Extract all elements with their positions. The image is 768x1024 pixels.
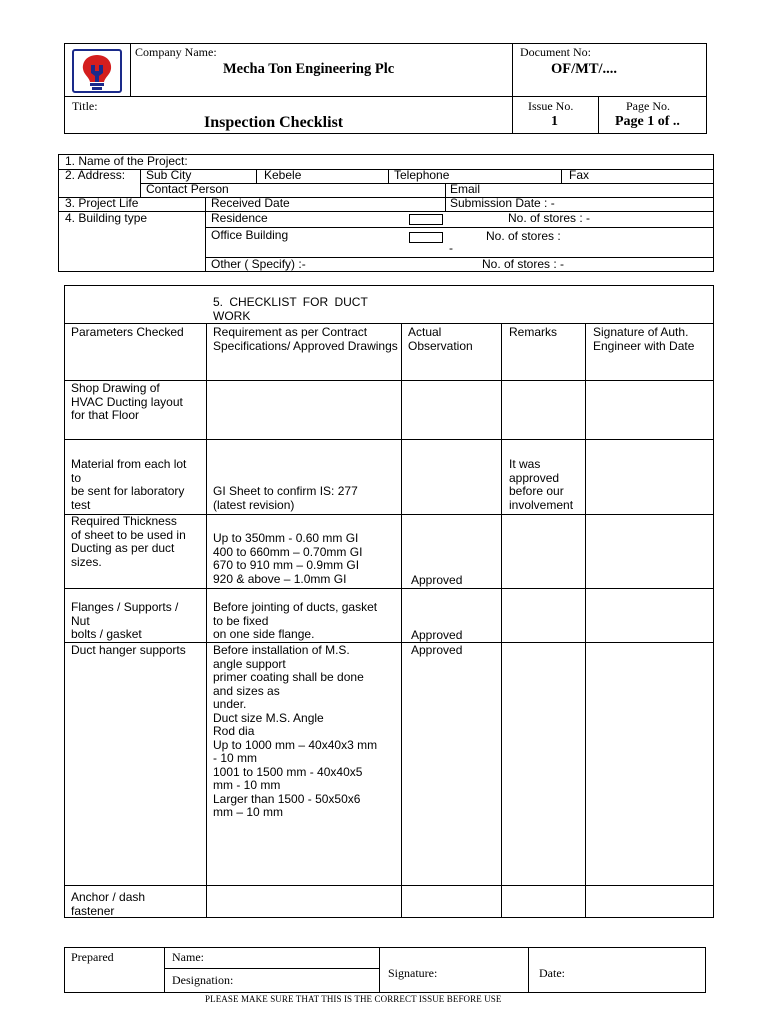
header-parameters: Parameters Checked [71, 325, 184, 339]
telephone-label: Telephone [394, 168, 450, 182]
submission-date-label: Submission Date : - [450, 196, 555, 210]
company-name: Mecha Ton Engineering Plc [223, 61, 395, 77]
row-6-parameter: Anchor / dash fastener [71, 890, 146, 918]
signature-field[interactable]: Signature: [388, 966, 438, 980]
received-date-label: Received Date [211, 196, 290, 210]
row-1-parameter: Shop Drawing of HVAC Ducting layout for that Floor [71, 381, 183, 422]
office-building-label: Office Building [211, 228, 289, 242]
row-2-parameter: Material from each lot to be sent for laboratory test [71, 457, 187, 512]
company-name-label: Company Name: [135, 45, 217, 59]
row-5-requirement: Before installation of M.S. angle support primer coating shall be done and sizes as under. Duct size M.S. Angle Rod dia Up to 1000 mm – 40x40x3 mm - 10 mm 1001 to 1500 mm - 40x40x5 mm - 10 mm Larger than 1500 - 50x50x6 mm – 10 mm [213, 643, 378, 819]
duct-work-checklist-table [64, 285, 714, 918]
issue-no-label: Issue No. [528, 99, 574, 113]
document-no-value: OF/MT/.... [551, 61, 618, 77]
header-signature: Signature of Auth. Engineer with Date [593, 325, 695, 353]
header-observation: Actual Observation [408, 325, 473, 353]
prepared-label: Prepared [71, 950, 114, 964]
residence-stores-label: No. of stores : - [508, 211, 591, 225]
header-remarks: Remarks [509, 325, 558, 339]
page-no-label: Page No. [626, 99, 670, 113]
row-3-parameter: Required Thickness of sheet to be used in Ducting as per duct sizes. [71, 514, 186, 569]
project-info-table [58, 154, 714, 272]
header-requirement: Requirement as per Contract Specifications/ Approved Drawings [213, 325, 398, 353]
company-logo-icon [72, 49, 122, 93]
correct-issue-notice: PLEASE MAKE SURE THAT THIS IS THE CORRECT ISSUE BEFORE USE [205, 994, 502, 1004]
address-label: 2. Address: [65, 168, 126, 182]
page-no-value: Page 1 of .. [615, 114, 680, 129]
email-label: Email [450, 182, 481, 196]
row-4-parameter: Flanges / Supports / Nut bolts / gasket [71, 600, 179, 641]
office-building-checkbox[interactable] [409, 232, 443, 243]
contact-person-label: Contact Person [146, 182, 229, 196]
approval-footer [64, 947, 706, 993]
residence-label: Residence [211, 211, 268, 225]
checklist-title: 5. CHECKLIST FOR DUCT WORK [213, 295, 368, 323]
row-2-requirement: GI Sheet to confirm IS: 277 (latest revision) [213, 484, 358, 512]
building-type-label: 4. Building type [65, 211, 148, 225]
sub-city-label: Sub City [146, 168, 192, 182]
row-4-observation: Approved [411, 628, 463, 642]
row-5-observation: Approved [411, 643, 463, 657]
document-title: Inspection Checklist [204, 114, 344, 131]
other-stores-label: No. of stores : - [482, 257, 565, 271]
office-stores-label: No. of stores : [486, 229, 561, 243]
document-no-label: Document No: [520, 45, 591, 59]
other-specify-label: Other ( Specify) :- [211, 257, 306, 271]
designation-field[interactable]: Designation: [172, 973, 234, 987]
project-life-label: 3. Project Life [65, 196, 139, 210]
kebele-label: Kebele [264, 168, 302, 182]
name-field[interactable]: Name: [172, 950, 204, 964]
office-stores-dash: - [449, 241, 453, 255]
row-5-parameter: Duct hanger supports [71, 643, 186, 657]
row-3-requirement: Up to 350mm - 0.60 mm GI 400 to 660mm – 0.70mm GI 670 to 910 mm – 0.9mm GI 920 & above – 1.0mm GI [213, 531, 363, 586]
fax-label: Fax [569, 168, 590, 182]
project-name-label: 1. Name of the Project: [65, 154, 188, 168]
residence-checkbox[interactable] [409, 214, 443, 225]
row-2-remarks: It was approved before our involvement [509, 457, 574, 512]
row-3-observation: Approved [411, 573, 463, 587]
title-label: Title: [72, 99, 98, 113]
document-header [64, 43, 707, 134]
row-4-requirement: Before jointing of ducts, gasket to be fixed on one side flange. [213, 600, 378, 641]
date-field[interactable]: Date: [539, 966, 565, 980]
issue-no-value: 1 [551, 114, 558, 129]
